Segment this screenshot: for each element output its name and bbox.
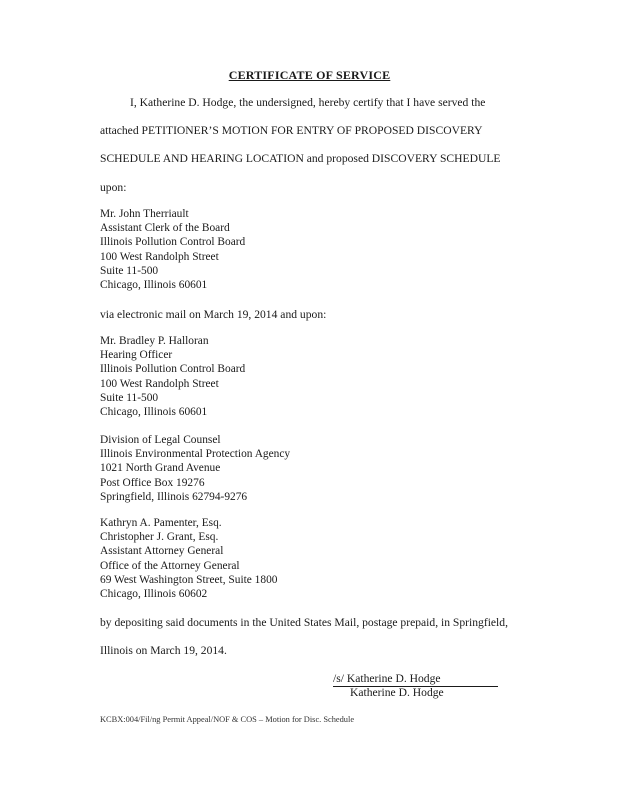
recipient-line: Illinois Pollution Control Board: [100, 363, 246, 376]
recipient-line: Illinois Pollution Control Board: [100, 236, 246, 249]
recipient-line: Kathryn A. Pamenter, Esq.: [100, 517, 222, 529]
closing-line-2: Illinois on March 19, 2014.: [100, 644, 227, 657]
recipient-line: 100 West Randolph Street: [100, 250, 219, 263]
recipient-line: Chicago, Illinois 60601: [100, 278, 208, 291]
document-footer: KCBX:004/Fil/ng Permit Appeal/NOF & COS – Motion for Disc. Schedule: [100, 715, 355, 724]
intro-line-2: attached PETITIONER’S MOTION FOR ENTRY OF PROPOSED DISCOVERY: [100, 124, 483, 137]
recipient-line: Chicago, Illinois 60601: [100, 405, 208, 418]
service-transition: via electronic mail on March 19, 2014 and upon:: [100, 308, 327, 321]
closing-line-1: by depositing said documents in the United States Mail, postage prepaid, in Springfield,: [100, 616, 508, 629]
recipient-line: Mr. Bradley P. Halloran: [100, 335, 209, 347]
recipient-line: Springfield, Illinois 62794-9276: [100, 490, 248, 503]
recipient-line: Assistant Clerk of the Board: [100, 222, 230, 235]
recipient-block-iepa: [100, 433, 290, 504]
recipient-line: Assistant Attorney General: [100, 545, 224, 558]
recipient-line: Illinois Environmental Protection Agency: [100, 448, 291, 461]
recipient-line: Hearing Officer: [100, 349, 173, 362]
recipient-line: Mr. John Therriault: [100, 208, 189, 220]
intro-line-4: upon:: [100, 181, 127, 194]
signer-name: Katherine D. Hodge: [350, 686, 444, 699]
recipient-line: Suite 11-500: [100, 264, 159, 277]
recipient-line: Office of the Attorney General: [100, 559, 240, 572]
recipient-line: Suite 11-500: [100, 391, 159, 404]
signature-line: /s/ Katherine D. Hodge: [333, 673, 498, 687]
intro-line-1: I, Katherine D. Hodge, the undersigned, hereby certify that I have served the: [130, 96, 486, 109]
recipient-block-clerk: [100, 207, 245, 292]
recipient-line: Division of Legal Counsel: [100, 434, 221, 446]
recipient-block-hearing-officer: [100, 334, 245, 419]
intro-line-3: SCHEDULE AND HEARING LOCATION and proposed DISCOVERY SCHEDULE: [100, 152, 501, 165]
recipient-line: Post Office Box 19276: [100, 476, 205, 489]
recipient-line: Chicago, Illinois 60602: [100, 587, 208, 600]
recipient-line: 1021 North Grand Avenue: [100, 462, 221, 475]
recipient-line: 100 West Randolph Street: [100, 377, 219, 390]
recipient-line: 69 West Washington Street, Suite 1800: [100, 573, 278, 586]
certificate-title: CERTIFICATE OF SERVICE: [228, 68, 391, 82]
recipient-block-attorney-general: [100, 516, 277, 601]
recipient-line: Christopher J. Grant, Esq.: [100, 531, 219, 544]
